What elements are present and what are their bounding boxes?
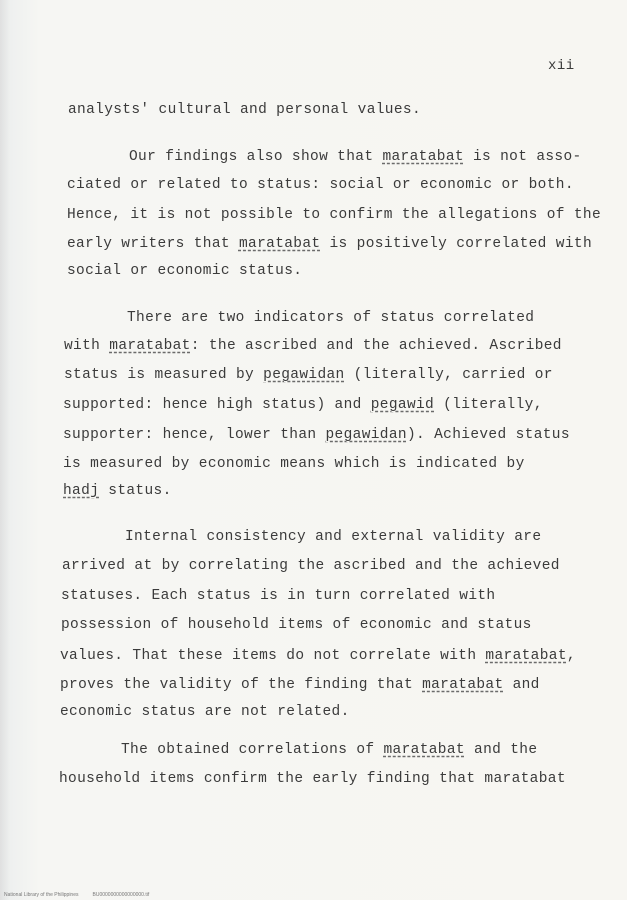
text-line: The obtained correlations of maratabat and the bbox=[121, 742, 538, 758]
text-line: social or economic status. bbox=[67, 263, 303, 279]
text-line: household items confirm the early finding that maratabat bbox=[59, 771, 566, 787]
term-pegawid: pegawid bbox=[370, 397, 435, 413]
term-pegawidan: pegawidan bbox=[263, 367, 345, 383]
text-line: ciated or related to status: social or economic or both. bbox=[67, 177, 574, 193]
text-line: statuses. Each status is in turn correlated with bbox=[61, 588, 496, 604]
text-line: early writers that maratabat is positively correlated with bbox=[67, 236, 592, 252]
term-pegawidan: pegawidan bbox=[325, 427, 407, 443]
term-maratabat: maratabat bbox=[383, 742, 465, 758]
text-line: Our findings also show that maratabat is not asso- bbox=[129, 149, 582, 165]
page-number: xii bbox=[548, 58, 575, 74]
scan-footer: National Library of the Philippines BU0000000000000000.tif bbox=[4, 892, 150, 898]
term-maratabat: maratabat bbox=[382, 149, 464, 165]
term-maratabat: maratabat bbox=[238, 236, 321, 252]
text-line: proves the validity of the finding that maratabat and bbox=[60, 677, 540, 693]
text-line: hadj status. bbox=[63, 483, 172, 499]
text-line: Internal consistency and external validity are bbox=[125, 529, 542, 545]
term-hadj: hadj bbox=[63, 483, 100, 499]
text-line: with maratabat: the ascribed and the achieved. Ascribed bbox=[64, 338, 562, 354]
text-line: is measured by economic means which is indicated by bbox=[63, 456, 525, 472]
text-line: Hence, it is not possible to confirm the allegations of the bbox=[67, 207, 602, 223]
text-line: status is measured by pegawidan (literally, carried or bbox=[64, 367, 553, 383]
text-line: possession of household items of economic and status bbox=[61, 617, 532, 633]
text-line: economic status are not related. bbox=[60, 704, 350, 720]
text-line: supported: hence high status) and pegawid (literally, bbox=[63, 397, 543, 413]
text-line: supporter: hence, lower than pegawidan). Achieved status bbox=[63, 427, 570, 443]
text-line: arrived at by correlating the ascribed and the achieved bbox=[62, 558, 560, 574]
text-line: There are two indicators of status correlated bbox=[127, 310, 535, 326]
term-maratabat: maratabat bbox=[109, 338, 191, 354]
term-maratabat: maratabat bbox=[422, 677, 504, 693]
term-maratabat: maratabat bbox=[485, 648, 567, 664]
text-line: values. That these items do not correlate with maratabat, bbox=[60, 648, 576, 664]
text-line: analysts' cultural and personal values. bbox=[68, 102, 422, 118]
